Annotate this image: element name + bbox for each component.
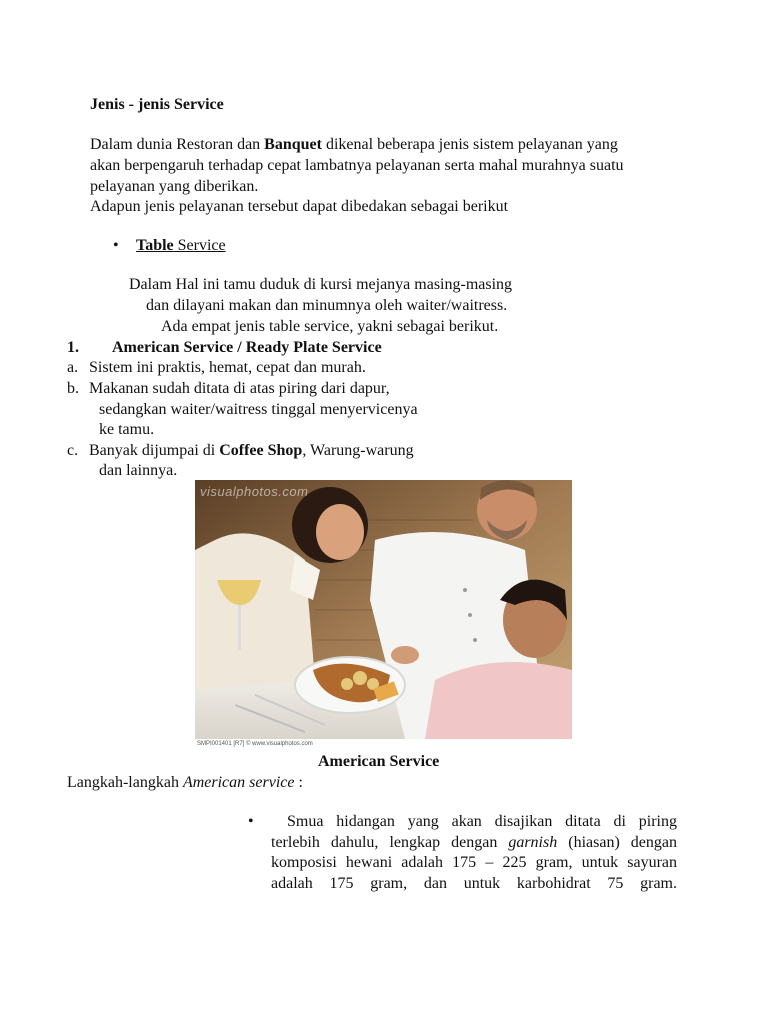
intro-text: Dalam dunia Restoran dan <box>90 136 265 153</box>
chef-hand <box>391 646 419 664</box>
list-item-a: Sistem ini praktis, hemat, cepat dan murah. <box>89 359 366 376</box>
list-item-c <box>89 441 414 461</box>
steps-heading-post: : <box>294 774 303 791</box>
table-service-heading <box>136 236 226 256</box>
table-service-desc-2: dan dilayani makan dan minumnya oleh waiter/waitress. <box>146 297 508 314</box>
intro-line-4: Adapun jenis pelayanan tersebut dapat dibedakan sebagai berikut <box>90 198 509 215</box>
steps-para-garnish: garnish <box>508 834 558 851</box>
steps-para-line-2-text: terlebih dahulu, lengkap dengan <box>271 834 509 851</box>
steps-para-line-2 <box>271 833 677 854</box>
photo-illustration <box>195 480 572 739</box>
steps-heading-text: Langkah-langkah <box>67 774 183 791</box>
steps-heading-italic: American service <box>182 774 295 791</box>
american-service-photo <box>195 480 572 739</box>
american-number: 1. <box>67 339 79 356</box>
list-marker-a: a. <box>67 359 79 376</box>
intro-line-3: pelayanan yang diberikan. <box>90 178 259 195</box>
list-item-b-cont-2: ke tamu. <box>99 421 155 438</box>
list-marker-c: c. <box>67 442 79 459</box>
steps-para-line-2-post: (hiasan) dengan <box>557 834 677 851</box>
photo-credit: SMPI001401 [R7] © www.visualphotos.com <box>197 741 313 747</box>
steps-para-line-4: adalah 175 gram, dan untuk karbohidrat 75 gram. <box>271 875 677 892</box>
intro-line-1 <box>90 135 618 155</box>
intro-bold-banquet: Banquet <box>264 136 322 153</box>
list-item-c-text-post: , Warung-warung <box>302 442 414 459</box>
table-service-heading-bold: Table <box>136 237 174 254</box>
woman-face <box>316 504 364 560</box>
american-heading: American Service / Ready Plate Service <box>112 339 382 356</box>
page-title: Jenis - jenis Service <box>90 96 224 113</box>
list-item-c-text: Banyak dijumpai di <box>89 442 220 459</box>
table-service-heading-rest: Service <box>173 237 226 254</box>
list-marker-b: b. <box>67 380 79 397</box>
table-service-desc-3: Ada empat jenis table service, yakni sebagai berikut. <box>161 318 499 335</box>
steps-para-line-3: komposisi hewani adalah 175 – 225 gram, untuk sayuran <box>271 854 677 871</box>
photo-caption: American Service <box>318 753 440 770</box>
list-item-c-bold: Coffee Shop <box>219 442 303 459</box>
list-item-b-cont-1: sedangkan waiter/waitress tinggal menyervicenya <box>99 401 418 418</box>
intro-line-2: akan berpengaruh terhadap cepat lambatnya pelayanan serta mahal murahnya suatu <box>90 157 624 174</box>
photo-watermark: visualphotos.com <box>200 484 309 499</box>
bullet-marker: • <box>113 237 119 254</box>
steps-para-line-1: Smua hidangan yang akan disajikan ditata di piring <box>287 813 677 830</box>
list-item-b: Makanan sudah ditata di atas piring dari dapur, <box>89 380 390 397</box>
intro-text-post: dikenal beberapa jenis sistem pelayanan yang <box>321 136 618 153</box>
steps-bullet-marker: • <box>248 813 254 830</box>
table-service-desc-1: Dalam Hal ini tamu duduk di kursi mejanya masing-masing <box>129 276 513 293</box>
steps-heading <box>67 773 303 793</box>
wine-glass-stem <box>238 605 241 650</box>
list-item-c-cont-1: dan lainnya. <box>99 462 178 479</box>
